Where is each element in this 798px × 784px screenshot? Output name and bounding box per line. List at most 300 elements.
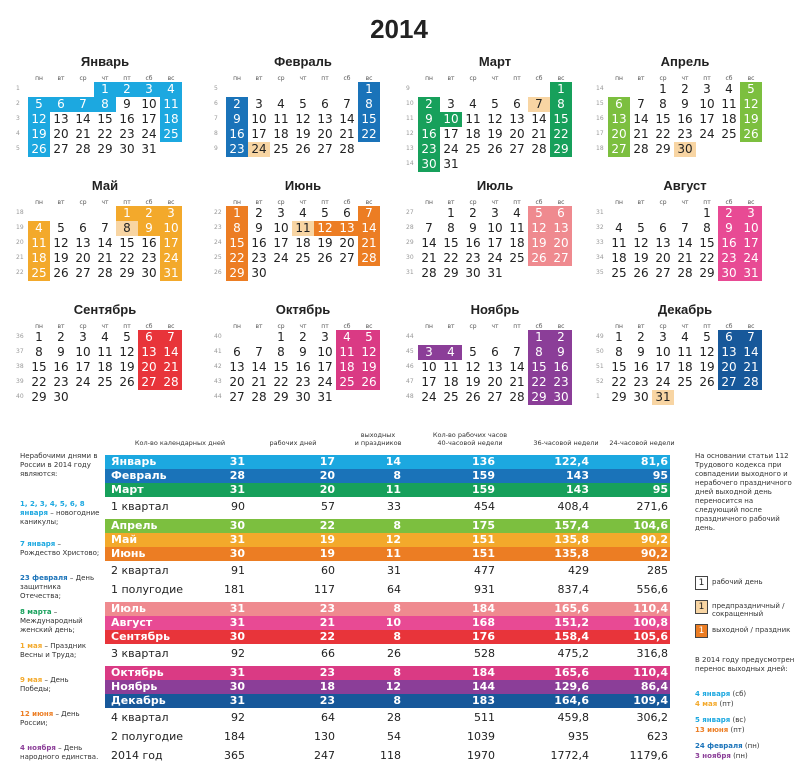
day-cell[interactable]: 19: [633, 251, 649, 265]
day-cell[interactable]: 10: [141, 97, 157, 111]
day-cell[interactable]: 15: [611, 360, 627, 374]
day-cell[interactable]: 19: [295, 127, 311, 141]
day-cell[interactable]: 20: [339, 236, 355, 250]
day-cell[interactable]: 18: [97, 360, 113, 374]
day-cell[interactable]: 23: [53, 375, 69, 389]
day-cell[interactable]: 30: [633, 390, 649, 404]
day-cell[interactable]: 27: [138, 375, 160, 390]
day-cell[interactable]: 26: [699, 375, 715, 389]
day-cell[interactable]: 15: [358, 112, 380, 127]
day-cell[interactable]: 16: [53, 360, 69, 374]
day-cell[interactable]: 2: [57, 330, 65, 344]
day-cell[interactable]: 31: [443, 157, 459, 171]
day-cell[interactable]: 21: [339, 127, 355, 141]
day-cell[interactable]: 7: [681, 221, 689, 235]
day-cell[interactable]: 9: [138, 221, 160, 236]
day-cell[interactable]: 18: [273, 127, 289, 141]
day-cell[interactable]: 29: [611, 390, 627, 404]
day-cell[interactable]: 24: [141, 127, 157, 141]
day-cell[interactable]: 19: [699, 360, 715, 374]
day-cell[interactable]: 19: [358, 360, 380, 375]
day-cell[interactable]: 27: [509, 142, 525, 156]
day-cell[interactable]: 12: [633, 236, 649, 250]
day-cell[interactable]: 7: [101, 221, 109, 235]
day-cell[interactable]: 12: [28, 112, 50, 127]
day-cell[interactable]: 31: [141, 142, 157, 156]
day-cell[interactable]: 4: [277, 97, 285, 111]
day-cell[interactable]: 26: [295, 142, 311, 156]
day-cell[interactable]: 17: [75, 360, 91, 374]
day-cell[interactable]: 6: [513, 97, 521, 111]
day-cell[interactable]: 28: [509, 390, 525, 404]
day-cell[interactable]: 16: [141, 236, 157, 250]
day-cell[interactable]: 27: [339, 251, 355, 265]
day-cell[interactable]: 9: [418, 112, 440, 127]
day-cell[interactable]: 28: [677, 266, 693, 280]
day-cell[interactable]: 6: [343, 206, 351, 220]
day-cell[interactable]: 22: [550, 127, 572, 142]
day-cell[interactable]: 8: [659, 97, 667, 111]
day-cell[interactable]: 9: [469, 221, 477, 235]
day-cell[interactable]: 24: [655, 375, 671, 389]
day-cell[interactable]: 25: [336, 375, 358, 390]
day-cell[interactable]: 16: [633, 360, 649, 374]
day-cell[interactable]: 11: [160, 97, 182, 112]
day-cell[interactable]: 7: [740, 330, 762, 345]
day-cell[interactable]: 8: [528, 345, 550, 360]
day-cell[interactable]: 4: [101, 330, 109, 344]
day-cell[interactable]: 26: [358, 375, 380, 390]
day-cell[interactable]: 1: [226, 206, 248, 221]
day-cell[interactable]: 14: [358, 221, 380, 236]
day-cell[interactable]: 30: [141, 266, 157, 280]
day-cell[interactable]: 22: [31, 375, 47, 389]
day-cell[interactable]: 16: [119, 112, 135, 126]
day-cell[interactable]: 20: [718, 360, 740, 375]
day-cell[interactable]: 14: [421, 236, 437, 250]
day-cell[interactable]: 12: [740, 97, 762, 112]
day-cell[interactable]: 4: [513, 206, 521, 220]
day-cell[interactable]: 2: [299, 330, 307, 344]
day-cell[interactable]: 24: [740, 251, 762, 266]
day-cell[interactable]: 22: [528, 375, 550, 390]
day-cell[interactable]: 2: [138, 206, 160, 221]
day-cell[interactable]: 9: [681, 97, 689, 111]
day-cell[interactable]: 4: [28, 221, 50, 236]
day-cell[interactable]: 2: [418, 97, 440, 112]
day-cell[interactable]: 15: [699, 236, 715, 250]
day-cell[interactable]: 13: [487, 360, 503, 374]
day-cell[interactable]: 15: [31, 360, 47, 374]
day-cell[interactable]: 18: [465, 127, 481, 141]
day-cell[interactable]: 29: [97, 142, 113, 156]
day-cell[interactable]: 24: [248, 142, 270, 157]
day-cell[interactable]: 25: [721, 127, 737, 141]
day-cell[interactable]: 10: [655, 345, 671, 359]
day-cell[interactable]: 1: [528, 330, 550, 345]
day-cell[interactable]: 20: [608, 127, 630, 142]
day-cell[interactable]: 1: [703, 206, 711, 220]
day-cell[interactable]: 7: [343, 97, 351, 111]
day-cell[interactable]: 9: [57, 345, 65, 359]
day-cell[interactable]: 5: [637, 221, 645, 235]
day-cell[interactable]: 19: [487, 127, 503, 141]
day-cell[interactable]: 3: [659, 330, 667, 344]
day-cell[interactable]: 22: [273, 375, 289, 389]
day-cell[interactable]: 13: [655, 236, 671, 250]
day-cell[interactable]: 20: [487, 375, 503, 389]
day-cell[interactable]: 13: [53, 112, 69, 126]
day-cell[interactable]: 1: [615, 330, 623, 344]
day-cell[interactable]: 2: [116, 82, 138, 97]
day-cell[interactable]: 24: [421, 390, 437, 404]
day-cell[interactable]: 28: [75, 142, 91, 156]
day-cell[interactable]: 30: [418, 157, 440, 172]
day-cell[interactable]: 22: [443, 251, 459, 265]
day-cell[interactable]: 27: [53, 142, 69, 156]
day-cell[interactable]: 14: [160, 345, 182, 360]
day-cell[interactable]: 3: [740, 206, 762, 221]
day-cell[interactable]: 11: [292, 221, 314, 236]
day-cell[interactable]: 28: [531, 142, 547, 156]
day-cell[interactable]: 11: [509, 221, 525, 235]
day-cell[interactable]: 26: [740, 127, 762, 142]
day-cell[interactable]: 11: [443, 360, 459, 374]
day-cell[interactable]: 24: [160, 251, 182, 266]
day-cell[interactable]: 26: [487, 142, 503, 156]
day-cell[interactable]: 30: [119, 142, 135, 156]
day-cell[interactable]: 27: [608, 142, 630, 157]
day-cell[interactable]: 27: [317, 142, 333, 156]
day-cell[interactable]: 30: [251, 266, 267, 280]
day-cell[interactable]: 13: [336, 221, 358, 236]
day-cell[interactable]: 23: [119, 127, 135, 141]
day-cell[interactable]: 19: [119, 360, 135, 374]
day-cell[interactable]: 27: [487, 390, 503, 404]
day-cell[interactable]: 6: [50, 97, 72, 112]
day-cell[interactable]: 14: [740, 345, 762, 360]
day-cell[interactable]: 29: [273, 390, 289, 404]
day-cell[interactable]: 28: [251, 390, 267, 404]
day-cell[interactable]: 11: [273, 112, 289, 126]
day-cell[interactable]: 1: [277, 330, 285, 344]
day-cell[interactable]: 4: [615, 221, 623, 235]
day-cell[interactable]: 13: [608, 112, 630, 127]
day-cell[interactable]: 10: [699, 97, 715, 111]
day-cell[interactable]: 9: [226, 112, 248, 127]
day-cell[interactable]: 4: [725, 82, 733, 96]
day-cell[interactable]: 22: [699, 251, 715, 265]
day-cell[interactable]: 4: [681, 330, 689, 344]
day-cell[interactable]: 9: [255, 221, 263, 235]
day-cell[interactable]: 23: [295, 375, 311, 389]
day-cell[interactable]: 16: [295, 360, 311, 374]
day-cell[interactable]: 17: [160, 236, 182, 251]
day-cell[interactable]: 31: [652, 390, 674, 405]
day-cell[interactable]: 27: [229, 390, 245, 404]
day-cell[interactable]: 12: [487, 112, 503, 126]
day-cell[interactable]: 30: [550, 390, 572, 405]
day-cell[interactable]: 20: [229, 375, 245, 389]
day-cell[interactable]: 14: [633, 112, 649, 126]
day-cell[interactable]: 10: [740, 221, 762, 236]
day-cell[interactable]: 21: [740, 360, 762, 375]
day-cell[interactable]: 14: [75, 112, 91, 126]
day-cell[interactable]: 9: [550, 345, 572, 360]
day-cell[interactable]: 14: [509, 360, 525, 374]
day-cell[interactable]: 10: [160, 221, 182, 236]
day-cell[interactable]: 18: [28, 251, 50, 266]
day-cell[interactable]: 2: [718, 206, 740, 221]
day-cell[interactable]: 5: [358, 330, 380, 345]
day-cell[interactable]: 19: [740, 112, 762, 127]
day-cell[interactable]: 26: [53, 266, 69, 280]
day-cell[interactable]: 20: [75, 251, 91, 265]
day-cell[interactable]: 3: [321, 330, 329, 344]
day-cell[interactable]: 3: [160, 206, 182, 221]
day-cell[interactable]: 15: [97, 112, 113, 126]
day-cell[interactable]: 6: [718, 330, 740, 345]
day-cell[interactable]: 13: [509, 112, 525, 126]
day-cell[interactable]: 18: [677, 360, 693, 374]
day-cell[interactable]: 7: [72, 97, 94, 112]
day-cell[interactable]: 8: [550, 97, 572, 112]
day-cell[interactable]: 15: [655, 112, 671, 126]
day-cell[interactable]: 1: [94, 82, 116, 97]
day-cell[interactable]: 28: [358, 251, 380, 266]
day-cell[interactable]: 29: [226, 266, 248, 281]
day-cell[interactable]: 1: [550, 82, 572, 97]
day-cell[interactable]: 8: [94, 97, 116, 112]
day-cell[interactable]: 23: [465, 251, 481, 265]
day-cell[interactable]: 14: [339, 112, 355, 126]
day-cell[interactable]: 11: [465, 112, 481, 126]
day-cell[interactable]: 21: [531, 127, 547, 141]
day-cell[interactable]: 17: [251, 127, 267, 141]
day-cell[interactable]: 12: [295, 112, 311, 126]
day-cell[interactable]: 30: [295, 390, 311, 404]
day-cell[interactable]: 26: [119, 375, 135, 389]
day-cell[interactable]: 4: [469, 97, 477, 111]
day-cell[interactable]: 15: [119, 236, 135, 250]
day-cell[interactable]: 12: [119, 345, 135, 359]
day-cell[interactable]: 6: [79, 221, 87, 235]
day-cell[interactable]: 13: [138, 345, 160, 360]
day-cell[interactable]: 8: [358, 97, 380, 112]
day-cell[interactable]: 23: [141, 251, 157, 265]
day-cell[interactable]: 24: [487, 251, 503, 265]
day-cell[interactable]: 1: [447, 206, 455, 220]
day-cell[interactable]: 4: [160, 82, 182, 97]
day-cell[interactable]: 3: [255, 97, 263, 111]
day-cell[interactable]: 31: [740, 266, 762, 281]
day-cell[interactable]: 25: [273, 142, 289, 156]
day-cell[interactable]: 29: [31, 390, 47, 404]
day-cell[interactable]: 19: [317, 236, 333, 250]
day-cell[interactable]: 16: [418, 127, 440, 142]
day-cell[interactable]: 19: [465, 375, 481, 389]
day-cell[interactable]: 3: [447, 97, 455, 111]
day-cell[interactable]: 23: [633, 375, 649, 389]
day-cell[interactable]: 18: [509, 236, 525, 250]
day-cell[interactable]: 21: [509, 375, 525, 389]
day-cell[interactable]: 7: [513, 345, 521, 359]
day-cell[interactable]: 21: [421, 251, 437, 265]
day-cell[interactable]: 17: [317, 360, 333, 374]
day-cell[interactable]: 29: [528, 390, 550, 405]
day-cell[interactable]: 29: [550, 142, 572, 157]
day-cell[interactable]: 10: [421, 360, 437, 374]
day-cell[interactable]: 12: [358, 345, 380, 360]
day-cell[interactable]: 6: [659, 221, 667, 235]
day-cell[interactable]: 30: [674, 142, 696, 157]
day-cell[interactable]: 5: [740, 82, 762, 97]
day-cell[interactable]: 17: [699, 112, 715, 126]
day-cell[interactable]: 8: [277, 345, 285, 359]
day-cell[interactable]: 5: [123, 330, 131, 344]
day-cell[interactable]: 1: [659, 82, 667, 96]
day-cell[interactable]: 8: [116, 221, 138, 236]
day-cell[interactable]: 5: [703, 330, 711, 344]
day-cell[interactable]: 19: [528, 236, 550, 251]
day-cell[interactable]: 28: [740, 375, 762, 390]
day-cell[interactable]: 17: [443, 127, 459, 141]
day-cell[interactable]: 13: [317, 112, 333, 126]
day-cell[interactable]: 29: [119, 266, 135, 280]
day-cell[interactable]: 17: [421, 375, 437, 389]
day-cell[interactable]: 3: [79, 330, 87, 344]
day-cell[interactable]: 13: [718, 345, 740, 360]
day-cell[interactable]: 30: [465, 266, 481, 280]
day-cell[interactable]: 4: [336, 330, 358, 345]
day-cell[interactable]: 10: [273, 221, 289, 235]
day-cell[interactable]: 14: [531, 112, 547, 126]
day-cell[interactable]: 27: [655, 266, 671, 280]
day-cell[interactable]: 7: [160, 330, 182, 345]
day-cell[interactable]: 10: [75, 345, 91, 359]
day-cell[interactable]: 18: [611, 251, 627, 265]
day-cell[interactable]: 21: [358, 236, 380, 251]
day-cell[interactable]: 1: [116, 206, 138, 221]
day-cell[interactable]: 25: [97, 375, 113, 389]
day-cell[interactable]: 7: [255, 345, 263, 359]
day-cell[interactable]: 28: [421, 266, 437, 280]
day-cell[interactable]: 5: [528, 206, 550, 221]
day-cell[interactable]: 11: [97, 345, 113, 359]
day-cell[interactable]: 8: [447, 221, 455, 235]
day-cell[interactable]: 11: [721, 97, 737, 111]
day-cell[interactable]: 17: [487, 236, 503, 250]
day-cell[interactable]: 30: [718, 266, 740, 281]
day-cell[interactable]: 3: [277, 206, 285, 220]
day-cell[interactable]: 20: [655, 251, 671, 265]
day-cell[interactable]: 13: [550, 221, 572, 236]
day-cell[interactable]: 3: [491, 206, 499, 220]
day-cell[interactable]: 6: [608, 97, 630, 112]
day-cell[interactable]: 22: [226, 251, 248, 266]
day-cell[interactable]: 26: [28, 142, 50, 157]
day-cell[interactable]: 12: [314, 221, 336, 236]
day-cell[interactable]: 12: [465, 360, 481, 374]
day-cell[interactable]: 8: [226, 221, 248, 236]
day-cell[interactable]: 15: [550, 112, 572, 127]
day-cell[interactable]: 9: [718, 221, 740, 236]
day-cell[interactable]: 12: [699, 345, 715, 359]
day-cell[interactable]: 21: [677, 251, 693, 265]
day-cell[interactable]: 15: [273, 360, 289, 374]
day-cell[interactable]: 5: [469, 345, 477, 359]
day-cell[interactable]: 6: [321, 97, 329, 111]
day-cell[interactable]: 5: [57, 221, 65, 235]
day-cell[interactable]: 29: [699, 266, 715, 280]
day-cell[interactable]: 7: [637, 97, 645, 111]
day-cell[interactable]: 29: [443, 266, 459, 280]
day-cell[interactable]: 28: [97, 266, 113, 280]
day-cell[interactable]: 23: [251, 251, 267, 265]
day-cell[interactable]: 13: [75, 236, 91, 250]
day-cell[interactable]: 25: [611, 266, 627, 280]
day-cell[interactable]: 18: [295, 236, 311, 250]
day-cell[interactable]: 18: [160, 112, 182, 127]
day-cell[interactable]: 16: [550, 360, 572, 375]
day-cell[interactable]: 21: [251, 375, 267, 389]
day-cell[interactable]: 6: [138, 330, 160, 345]
day-cell[interactable]: 21: [97, 251, 113, 265]
day-cell[interactable]: 10: [251, 112, 267, 126]
day-cell[interactable]: 24: [273, 251, 289, 265]
day-cell[interactable]: 26: [317, 251, 333, 265]
day-cell[interactable]: 20: [138, 360, 160, 375]
day-cell[interactable]: 17: [740, 236, 762, 251]
day-cell[interactable]: 15: [443, 236, 459, 250]
day-cell[interactable]: 13: [229, 360, 245, 374]
day-cell[interactable]: 26: [633, 266, 649, 280]
day-cell[interactable]: 14: [251, 360, 267, 374]
day-cell[interactable]: 5: [28, 97, 50, 112]
day-cell[interactable]: 22: [655, 127, 671, 141]
day-cell[interactable]: 26: [465, 390, 481, 404]
day-cell[interactable]: 16: [251, 236, 267, 250]
day-cell[interactable]: 6: [491, 345, 499, 359]
day-cell[interactable]: 18: [336, 360, 358, 375]
day-cell[interactable]: 27: [75, 266, 91, 280]
day-cell[interactable]: 17: [273, 236, 289, 250]
day-cell[interactable]: 14: [677, 236, 693, 250]
day-cell[interactable]: 11: [28, 236, 50, 251]
day-cell[interactable]: 6: [233, 345, 241, 359]
day-cell[interactable]: 25: [677, 375, 693, 389]
day-cell[interactable]: 3: [703, 82, 711, 96]
day-cell[interactable]: 24: [75, 375, 91, 389]
day-cell[interactable]: 30: [53, 390, 69, 404]
day-cell[interactable]: 25: [28, 266, 50, 281]
day-cell[interactable]: 31: [317, 390, 333, 404]
day-cell[interactable]: 2: [226, 97, 248, 112]
day-cell[interactable]: 24: [317, 375, 333, 389]
day-cell[interactable]: 29: [655, 142, 671, 156]
day-cell[interactable]: 2: [255, 206, 263, 220]
day-cell[interactable]: 25: [160, 127, 182, 142]
day-cell[interactable]: 23: [677, 127, 693, 141]
day-cell[interactable]: 7: [358, 206, 380, 221]
day-cell[interactable]: 20: [317, 127, 333, 141]
day-cell[interactable]: 7: [528, 97, 550, 112]
day-cell[interactable]: 4: [440, 345, 462, 360]
day-cell[interactable]: 3: [138, 82, 160, 97]
day-cell[interactable]: 1: [35, 330, 43, 344]
day-cell[interactable]: 21: [633, 127, 649, 141]
day-cell[interactable]: 20: [550, 236, 572, 251]
